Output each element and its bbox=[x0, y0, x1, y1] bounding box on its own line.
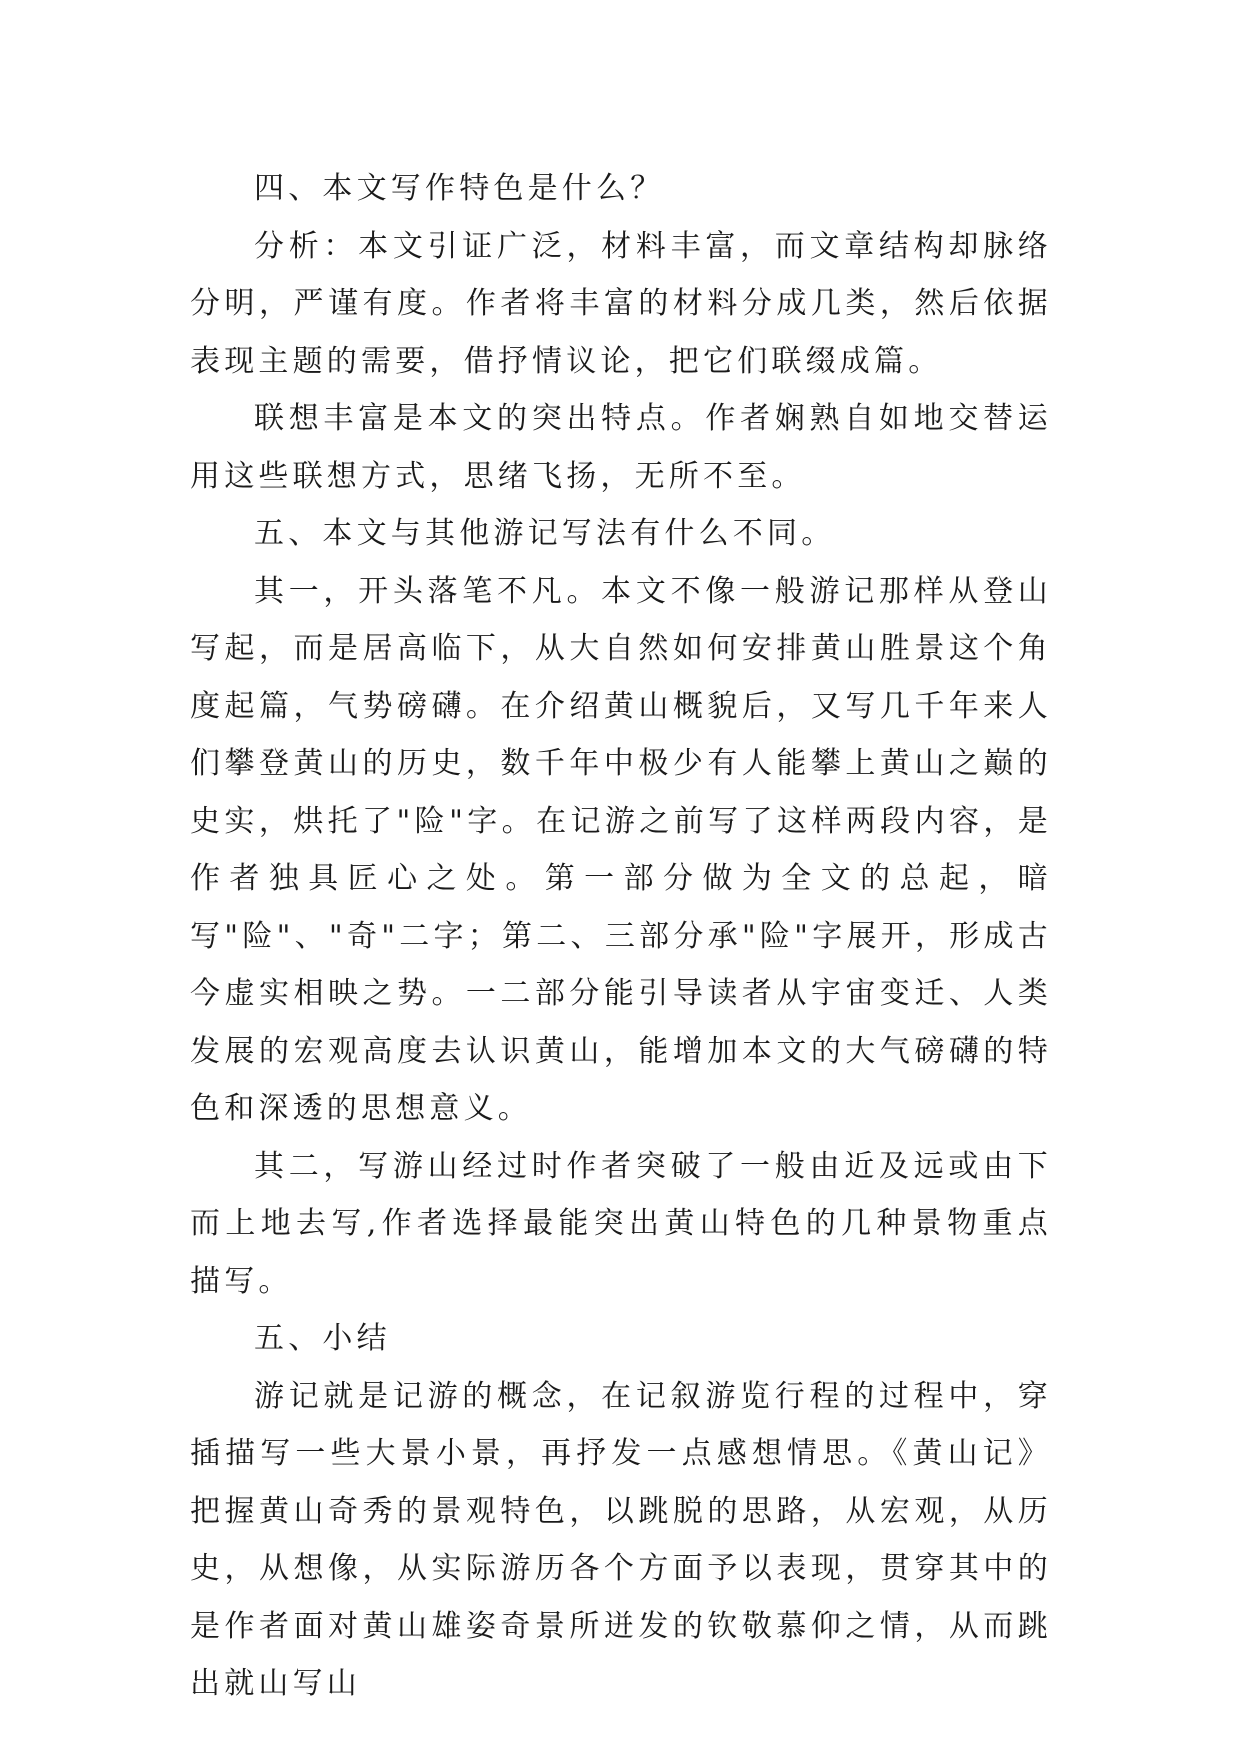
paragraph-analysis: 分析：本文引证广泛，材料丰富，而文章结构却脉络分明，严谨有度。作者将丰富的材料分成几类，然后依据表现主题的需要，借抒情议论，把它们联缀成篇。 bbox=[190, 228, 1052, 379]
document-page bbox=[190, 160, 1052, 1713]
paragraph-point-two: 其二，写游山经过时作者突破了一般由近及远或由下而上地去写,作者选择最能突出黄山特色的几种景物重点描写。 bbox=[190, 1148, 1052, 1299]
paragraph-summary: 游记就是记游的概念，在记叙游览行程的过程中，穿插描写一些大景小景，再抒发一点感想情思。《黄山记》把握黄山奇秀的景观特色，以跳脱的思路，从宏观，从历史，从想像，从实际游历各个方面予以表现，贯穿其中的是作者面对黄山雄姿奇景所迸发的钦敬慕仰之情，从而跳出就山写山 bbox=[190, 1378, 1052, 1701]
heading-summary: 五、小结 bbox=[254, 1321, 391, 1356]
heading-five: 五、本文与其他游记写法有什么不同。 bbox=[254, 516, 836, 551]
heading-four: 四、本文写作特色是什么？ bbox=[254, 171, 665, 206]
paragraph-association: 联想丰富是本文的突出特点。作者娴熟自如地交替运用这些联想方式，思绪飞扬，无所不至。 bbox=[190, 401, 1052, 494]
paragraph-point-one: 其一，开头落笔不凡。本文不像一般游记那样从登山写起，而是居高临下，从大自然如何安排黄山胜景这个角度起篇，气势磅礴。在介绍黄山概貌后，又写几千年来人们攀登黄山的历史，数千年中极少有人能攀上黄山之巅的史实，烘托了"险"字。在记游之前写了这样两段内容，是作者独具匠心之处。第一部分做为全文的总起，暗写"险"、"奇"二字；第二、三部分承"险"字展开，形成古今虚实相映之势。一二部分能引导读者从宇宙变迁、人类发展的宏观高度去认识黄山，能增加本文的大气磅礴的特色和深透的思想意义。 bbox=[190, 573, 1052, 1126]
